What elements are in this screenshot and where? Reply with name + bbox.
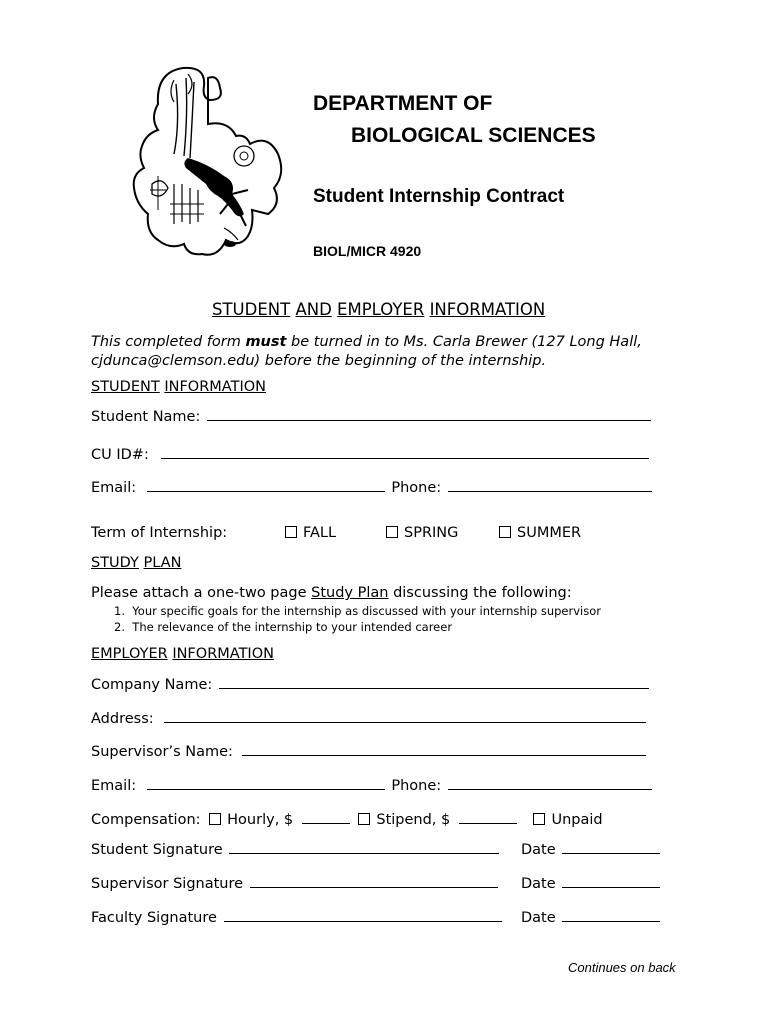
department-title-line1: DEPARTMENT OF <box>313 92 493 115</box>
faculty-signature-field[interactable] <box>224 920 502 922</box>
section-title-word: AND <box>295 300 332 319</box>
address-label: Address: <box>91 711 154 727</box>
course-code: BIOL/MICR 4920 <box>313 243 422 259</box>
student-phone-label: Phone: <box>391 480 442 496</box>
checkbox-icon[interactable] <box>499 526 511 538</box>
study-plan-text: discussing the following: <box>388 585 572 601</box>
date-label: Date <box>521 910 556 926</box>
student-date-row <box>521 842 660 858</box>
section-title-word: INFORMATION <box>429 300 546 319</box>
study-plan-list <box>114 603 601 635</box>
term-row <box>91 525 227 541</box>
faculty-signature-label: Faculty Signature <box>91 910 217 926</box>
study-plan-intro <box>91 585 572 601</box>
cuid-row <box>91 447 649 463</box>
heading-word: INFORMATION <box>172 646 274 662</box>
instructions-text: This completed form <box>91 334 246 350</box>
student-date-field[interactable] <box>562 852 660 854</box>
continues-note: Continues on back <box>568 960 676 975</box>
puzzle-logo-icon <box>128 64 288 264</box>
cuid-field[interactable] <box>161 457 649 459</box>
term-option-label: SPRING <box>404 525 459 541</box>
faculty-date-field[interactable] <box>562 920 660 922</box>
employer-info-heading <box>91 646 274 662</box>
term-label: Term of Internship: <box>91 525 228 541</box>
supervisor-date-row <box>521 876 660 892</box>
section-title-word: STUDENT <box>212 300 291 319</box>
supervisor-name-field[interactable] <box>242 754 646 756</box>
stipend-label: Stipend, $ <box>376 812 451 828</box>
student-contact-row <box>91 480 652 496</box>
supervisor-row <box>91 744 646 760</box>
company-field[interactable] <box>219 687 649 689</box>
company-label: Company Name: <box>91 677 213 693</box>
heading-word: STUDY <box>91 555 139 571</box>
address-field[interactable] <box>164 721 646 723</box>
checkbox-icon[interactable] <box>533 813 545 825</box>
date-label: Date <box>521 876 556 892</box>
student-signature-row <box>91 842 499 858</box>
study-plan-link: Study Plan <box>311 585 389 601</box>
list-item: 1. Your specific goals for the internship as discussed with your internship supervisor <box>114 604 601 618</box>
department-title-line2: BIOLOGICAL SCIENCES <box>351 124 596 147</box>
heading-word: INFORMATION <box>164 379 266 395</box>
checkbox-icon[interactable] <box>285 526 297 538</box>
student-name-label: Student Name: <box>91 409 201 425</box>
employer-email-field[interactable] <box>147 788 385 790</box>
compensation-label: Compensation: <box>91 812 201 828</box>
employer-phone-field[interactable] <box>448 788 652 790</box>
term-option-label: FALL <box>303 525 337 541</box>
student-name-field[interactable] <box>207 419 651 421</box>
section-title-word: EMPLOYER <box>337 300 425 319</box>
cuid-label: CU ID#: <box>91 447 149 463</box>
list-item-text: The relevance of the internship to your intended career <box>132 620 453 634</box>
supervisor-name-label: Supervisor’s Name: <box>91 744 233 760</box>
employer-contact-row <box>91 778 652 794</box>
heading-word: EMPLOYER <box>91 646 168 662</box>
address-row <box>91 711 646 727</box>
instructions-emphasis: must <box>245 334 287 350</box>
checkbox-icon[interactable] <box>209 813 221 825</box>
instructions <box>91 333 642 371</box>
student-signature-label: Student Signature <box>91 842 223 858</box>
checkbox-icon[interactable] <box>386 526 398 538</box>
study-plan-text: Please attach a one-two page <box>91 585 312 601</box>
student-email-label: Email: <box>91 480 137 496</box>
student-name-row <box>91 409 651 425</box>
stipend-field[interactable] <box>459 822 517 824</box>
checkbox-icon[interactable] <box>358 813 370 825</box>
student-phone-field[interactable] <box>448 490 652 492</box>
hourly-field[interactable] <box>302 822 350 824</box>
term-option-label: SUMMER <box>517 525 582 541</box>
list-item: 2. The relevance of the internship to your intended career <box>114 620 453 634</box>
supervisor-signature-label: Supervisor Signature <box>91 876 244 892</box>
department-logo <box>128 64 288 264</box>
student-info-heading <box>91 379 266 395</box>
student-email-field[interactable] <box>147 490 385 492</box>
form-title: Student Internship Contract <box>313 186 565 207</box>
supervisor-signature-row <box>91 876 498 892</box>
unpaid-label: Unpaid <box>551 812 603 828</box>
heading-word: PLAN <box>143 555 182 571</box>
student-signature-field[interactable] <box>229 852 499 854</box>
supervisor-date-field[interactable] <box>562 886 660 888</box>
term-option-spring[interactable] <box>386 525 458 541</box>
term-option-summer[interactable] <box>499 525 581 541</box>
faculty-date-row <box>521 910 660 926</box>
employer-phone-label: Phone: <box>391 778 442 794</box>
employer-email-label: Email: <box>91 778 137 794</box>
faculty-signature-row <box>91 910 502 926</box>
supervisor-signature-field[interactable] <box>250 886 498 888</box>
date-label: Date <box>521 842 556 858</box>
hourly-label: Hourly, $ <box>227 812 294 828</box>
instructions-text: be turned in to Ms. Carla Brewer (127 Long Hall, <box>286 334 642 350</box>
compensation-row <box>91 812 603 828</box>
company-row <box>91 677 649 693</box>
term-option-fall[interactable] <box>285 525 336 541</box>
study-plan-heading <box>91 555 181 571</box>
heading-word: STUDENT <box>91 379 160 395</box>
section-title <box>212 300 545 319</box>
instructions-text-line2: cjdunca@clemson.edu) before the beginning of the internship. <box>91 353 547 369</box>
list-item-text: Your specific goals for the internship as discussed with your internship supervisor <box>132 604 601 618</box>
